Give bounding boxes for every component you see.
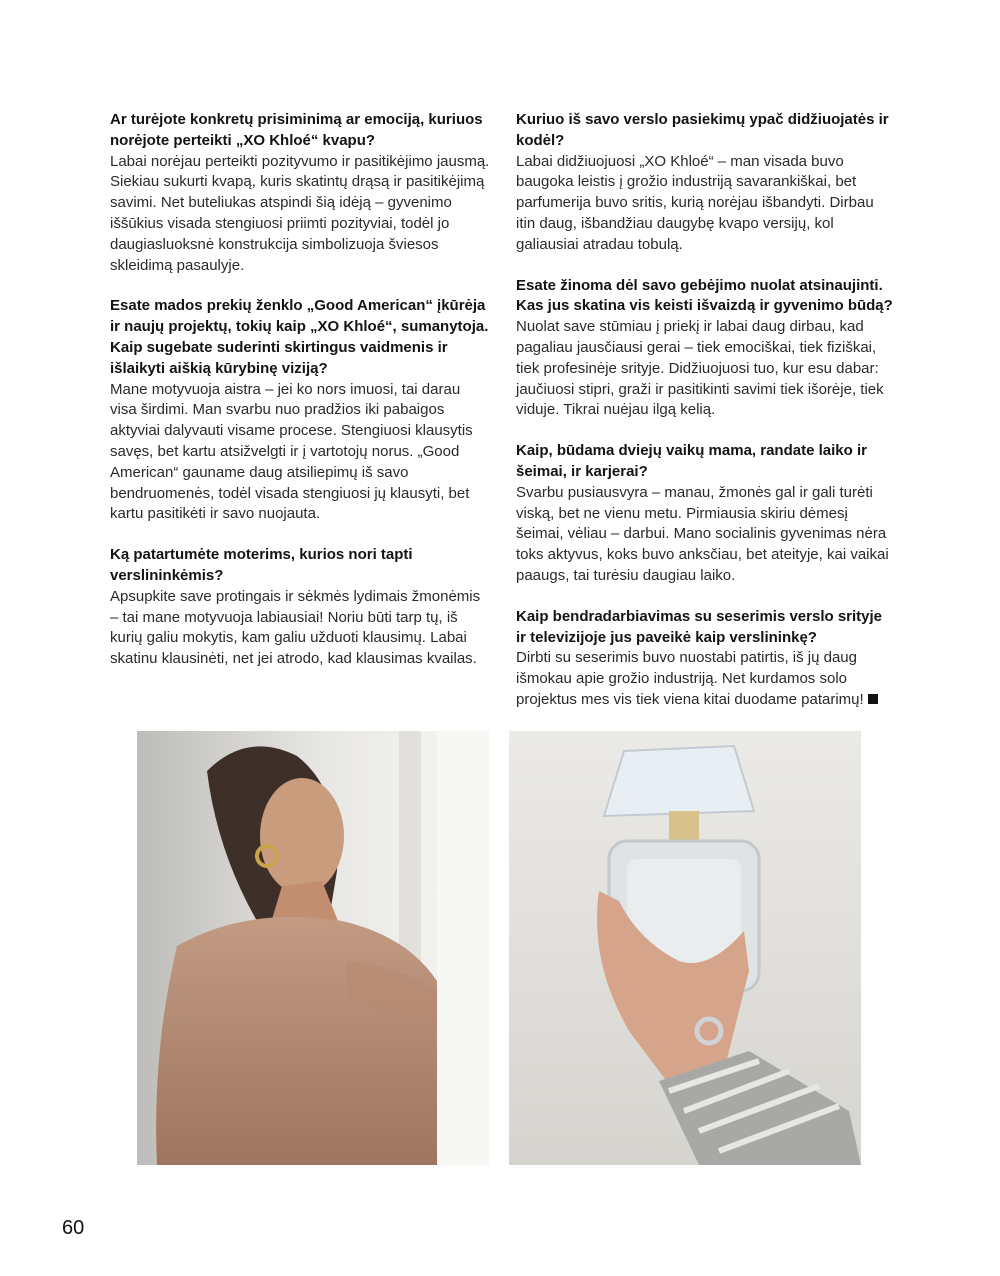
question: Kuriuo iš savo verslo pasiekimų ypač didžiuojatės ir kodėl? [516,111,889,149]
page-number: 60 [62,1217,85,1239]
perfume-photo [509,731,861,1165]
answer: Nuolat save stūmiau į priekį ir labai daug dirbau, kad pagaliau jausčiausi gerai – tiek emociškai, tiek fiziškai, tiek profesinėje srityje. Didžiuojuosi tuo, kur esu dabar: jaučiuosi stipri, graži ir pasitikinti savimi tiek išorėje, tiek viduje. Tikrai nuėjau ilgą kelią. [516,318,884,419]
final-answer [516,648,896,710]
left-column [110,110,490,690]
answer: Labai norėjau perteikti pozityvumo ir pasitikėjimo jausmą. Siekiau sukurti kvapą, kuris skatintų drąsą ir pasitikėjimą savimi. Net buteliukas atspindi šią idėją – gyvenimo iššūkius visada stengiuosi priimti pozityviai, todėl jo daugiasluoksnė konstrukcija simbolizuoja šviesos skleidimą pasaulyje. [110,152,490,274]
answer: Apsupkite save protingais ir sėkmės lydimais žmonėmis – tai mane motyvuoja labiausiai! Noriu būti tarp tų, iš kurių galiu mokytis, kam galiu užduoti klausimų. Labai skatinu klausinėti, net jei atrodo, kad klausimas kvailas. [110,587,481,668]
right-column [516,110,896,731]
question: Ar turėjote konkretų prisiminimą ar emociją, kuriuos norėjote perteikti „XO Khloé“ kvapu? [110,111,483,149]
answer: Svarbu pusiausvyra – manau, žmonės gal ir gali turėti viską, bet ne vienu metu. Pirmiausia skiriu dėmesį šeimai, vėliau – darbui. Mano socialinis gyvenimas nėra toks aktyvus, koks buvo anksčiau, bet ateityje, kai vaikai paaugs, tai turėsiu daugiau laiko. [516,483,889,584]
end-of-article-mark [868,694,878,704]
answer: Labai didžiuojuosi „XO Khloé“ – man visada buvo baugoka leistis į grožio industriją savarankiškai, bet parfumerija buvo sritis, kurią norėjau išbandyti. Dirbau itin daug, išbandžiau daugybę kvapo versijų, kol galiausiai atradau tobulą. [516,152,874,253]
portrait-photo [137,731,489,1165]
question: Ką patartumėte moterims, kurios nori tapti verslininkėmis? [110,546,413,584]
question: Esate žinoma dėl savo gebėjimo nuolat atsinaujinti. Kas jus skatina vis keisti išvaizdą ir gyvenimo būdą? [516,276,893,315]
question: Esate mados prekių ženklo „Good American“ įkūrėja ir naujų projektų, tokių kaip „XO Khloé“, sumanytoja. Kaip sugebate suderinti skirtingus vaidmenis ir išlaikyti aiškią kūrybinę viziją? [110,297,489,377]
answer-text: Dirbti su seserimis buvo nuostabi patirtis, iš jų daug išmokau apie grožio industriją. Net kurdamos solo projektus mes vis tiek viena kitai duodame patarimų! [516,649,864,708]
answer: Mane motyvuoja aistra – jei ko nors imuosi, tai darau visa širdimi. Man svarbu nuo pradžios iki pabaigos aktyviai dalyvauti visame procese. Stengiuosi klausytis savęs, bet kartu atsižvelgti ir į vartotojų norus. „Good American“ gauname daug atsiliepimų iš savo bendruomenės, todėl visada stengiuosi jų klausyti, bet kartu pasitikėti ir savo nuojauta. [110,380,473,523]
question: Kaip bendradarbiavimas su seserimis verslo srityje ir televizijoje jus paveikė kaip verslininkę? [516,607,883,646]
question: Kaip, būdama dviejų vaikų mama, randate laiko ir šeimai, ir karjerai? [516,442,867,480]
